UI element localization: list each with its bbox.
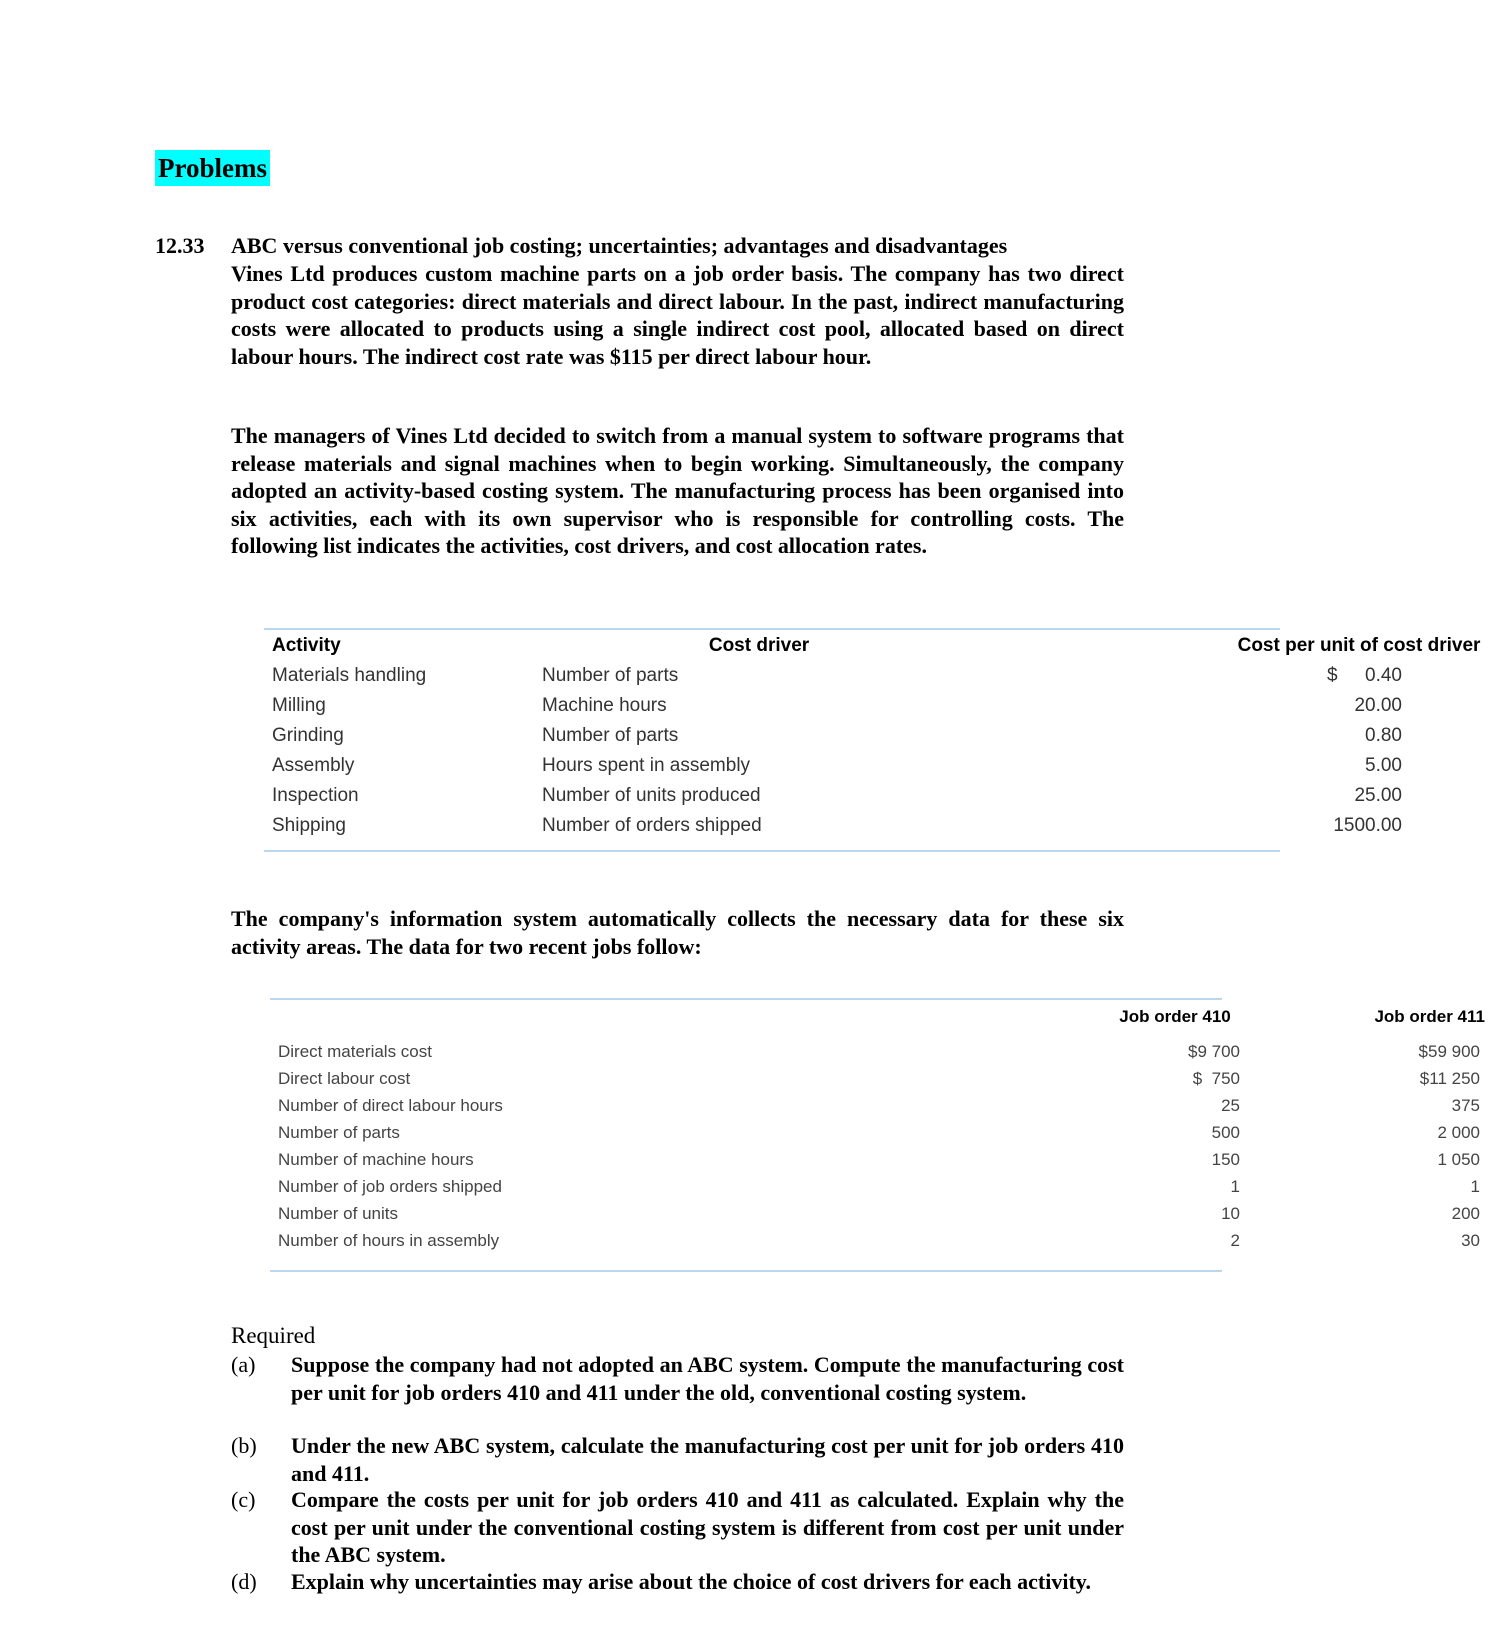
job-411-value: $11 250: [1419, 1069, 1480, 1088]
job-410-value: 500: [1211, 1123, 1240, 1142]
cost-per-unit: 1500.00: [1333, 815, 1402, 836]
activity-name: Milling: [272, 695, 326, 716]
cost-driver: Number of orders shipped: [542, 815, 762, 836]
item-text: Under the new ABC system, calculate the manufacturing cost per unit for job orders 410 and 411.: [291, 1433, 1124, 1486]
job-411-value: 1 050: [1437, 1150, 1480, 1169]
job-410-value: 10: [1221, 1204, 1240, 1223]
row-label: Number of machine hours: [278, 1150, 474, 1169]
item-text: Explain why uncertainties may arise about the choice of cost drivers for each activity.: [291, 1569, 1092, 1594]
job-411-value: 200: [1451, 1204, 1480, 1223]
activity-name: Grinding: [272, 725, 344, 746]
item-label: (c): [231, 1487, 256, 1512]
job-411-value: $59 900: [1418, 1042, 1480, 1061]
job-410-value: 25: [1221, 1096, 1240, 1115]
cost-per-unit: 0.80: [1365, 725, 1402, 746]
header-cost-per-unit: Cost per unit of cost driver: [1237, 635, 1481, 656]
cost-driver: Hours spent in assembly: [542, 755, 751, 776]
row-label: Number of job orders shipped: [278, 1177, 502, 1196]
row-label: Number of units: [278, 1204, 398, 1223]
item-text: Suppose the company had not adopted an ABC system. Compute the manufacturing cost per unit for job orders 410 and 411 under the old, conventional costing system.: [291, 1352, 1124, 1405]
job-411-value: 375: [1451, 1096, 1480, 1115]
row-label: Direct labour cost: [278, 1069, 411, 1088]
problem-title: ABC versus conventional job costing; uncertainties; advantages and disadvantages: [231, 233, 1008, 258]
header-job-order-411: Job order 411: [1374, 1007, 1485, 1026]
job-410-value: 2: [1230, 1231, 1240, 1250]
activity-cost-driver-table: [264, 628, 1481, 852]
header-job-order-410: Job order 410: [1119, 1007, 1231, 1026]
cost-per-unit: 5.00: [1365, 755, 1402, 776]
job-411-value: 30: [1461, 1231, 1480, 1250]
cost-per-unit: 0.40: [1365, 665, 1402, 686]
dollar-sign: $: [1327, 665, 1338, 686]
job-410-value: $ 750: [1192, 1069, 1240, 1088]
job-410-value: 150: [1211, 1150, 1240, 1169]
activity-name: Assembly: [272, 755, 355, 776]
problem-intro: Vines Ltd produces custom machine parts on a job order basis. The company has two direct product cost categories: direct materials and direct labour. In the past, indirect manufacturing costs were allocated to products using a single indirect cost pool, allocated based on direct labour hours. The indirect cost rate was $115 per direct labour hour.: [231, 261, 1124, 369]
cost-per-unit: 25.00: [1354, 785, 1402, 806]
item-label: (a): [231, 1352, 256, 1377]
activity-name: Inspection: [272, 785, 359, 806]
item-text: Compare the costs per unit for job orders 410 and 411 as calculated. Explain why the cost per unit under the conventional costing system is different from cost per unit under the ABC system.: [291, 1487, 1124, 1567]
required-title: Required: [231, 1323, 316, 1348]
activity-name: Materials handling: [272, 665, 427, 686]
cost-driver: Number of units produced: [542, 785, 761, 806]
activity-name: Shipping: [272, 815, 346, 836]
row-label: Direct materials cost: [278, 1042, 432, 1061]
job-411-value: 1: [1470, 1177, 1480, 1196]
job-410-value: 1: [1230, 1177, 1240, 1196]
header-activity: Activity: [272, 635, 341, 656]
cost-driver: Number of parts: [542, 665, 679, 686]
item-label: (b): [231, 1433, 257, 1458]
problem-paragraph-2: The managers of Vines Ltd decided to switch from a manual system to software programs that release materials and signal machines when to begin working. Simultaneously, the company adopted an activity-based costing system. The manufacturing process has been organised into six activities, each with its own supervisor who is responsible for controlling costs. The following list indicates the activities, cost drivers, and cost allocation rates.: [231, 423, 1124, 558]
cost-per-unit: 20.00: [1354, 695, 1402, 716]
row-label: Number of parts: [278, 1123, 400, 1142]
header-cost-driver: Cost driver: [708, 635, 810, 656]
row-label: Number of direct labour hours: [278, 1096, 503, 1115]
problem-paragraph-3: The company's information system automatically collects the necessary data for these six activity areas. The data for two recent jobs follow:: [231, 906, 1124, 959]
item-label: (d): [231, 1569, 257, 1594]
job-order-table: [270, 998, 1485, 1272]
section-heading: Problems: [155, 150, 270, 186]
job-410-value: $9 700: [1188, 1042, 1240, 1061]
row-label: Number of hours in assembly: [278, 1231, 500, 1250]
problem-number: 12.33: [155, 233, 205, 258]
cost-driver: Number of parts: [542, 725, 679, 746]
job-411-value: 2 000: [1437, 1123, 1480, 1142]
cost-driver: Machine hours: [542, 695, 667, 716]
